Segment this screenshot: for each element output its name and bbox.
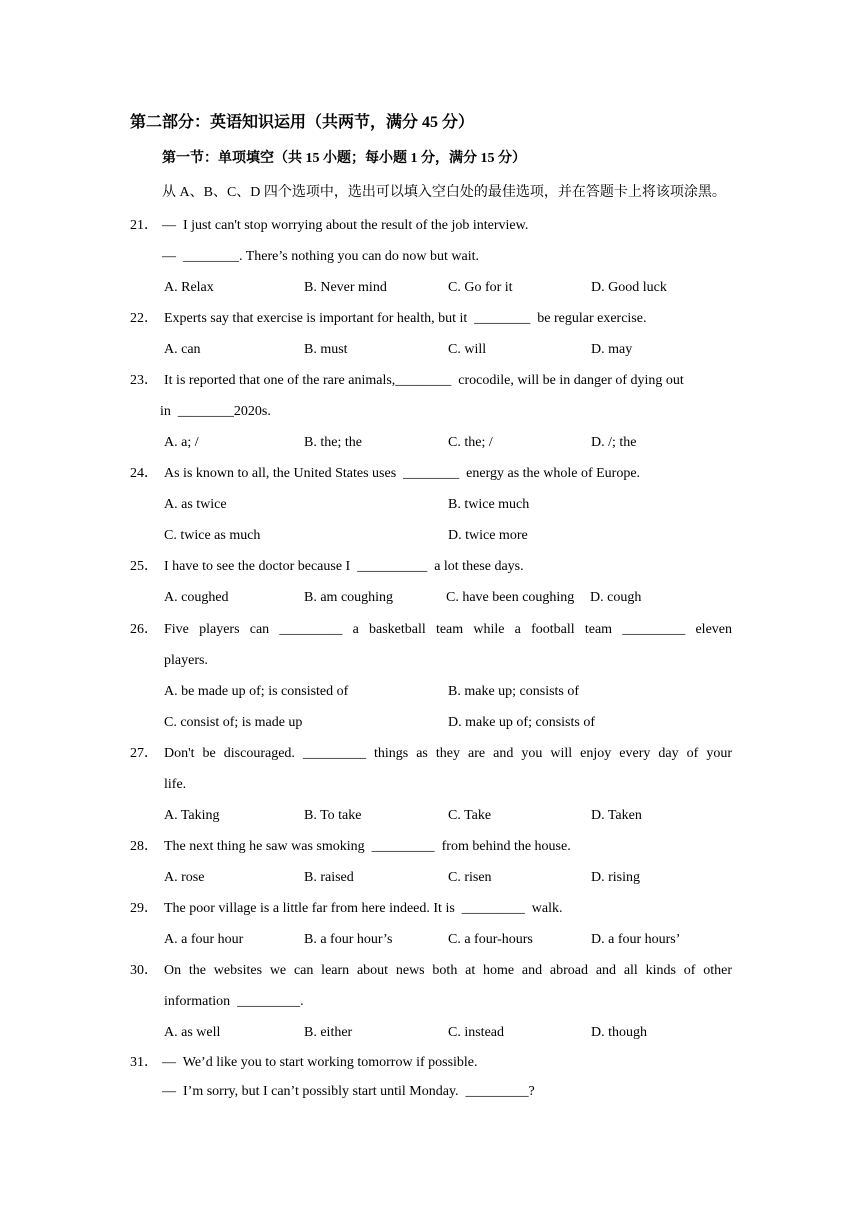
question-text: Five players can _________ a basketball team while a football team _________ eleven	[164, 622, 732, 637]
question-text: The next thing he saw was smoking _________ from behind the house.	[164, 839, 571, 854]
option-d: D. make up of; consists of	[448, 715, 595, 730]
option-b: B. Never mind	[304, 280, 387, 295]
option-b: B. the; the	[304, 435, 362, 450]
option-a: A. as well	[164, 1025, 221, 1040]
option-b: B. twice much	[448, 497, 530, 512]
question-text: — ________. There’s nothing you can do now but wait.	[162, 249, 480, 264]
option-a: A. Relax	[164, 280, 214, 295]
question-text: — We’d like you to start working tomorrow if possible.	[162, 1055, 478, 1070]
option-d: D. rising	[591, 870, 640, 885]
option-c: C. consist of; is made up	[164, 715, 303, 730]
question-text: players.	[164, 653, 208, 668]
option-c: C. instead	[448, 1025, 504, 1040]
option-d: D. cough	[590, 590, 642, 605]
question-text: life.	[164, 777, 187, 792]
option-d: D. Good luck	[591, 280, 667, 295]
question-text: information _________.	[164, 994, 304, 1009]
question-text: — I just can't stop worrying about the result of the job interview.	[162, 218, 529, 233]
question-text: On the websites we can learn about news both at home and abroad and all kinds of other	[164, 963, 732, 978]
option-a: A. a four hour	[164, 932, 244, 947]
option-a: A. a; /	[164, 435, 199, 450]
question-text: Experts say that exercise is important for health, but it ________ be regular exercise.	[164, 311, 647, 326]
option-d: D. though	[591, 1025, 647, 1040]
question-number: 23．	[130, 373, 158, 388]
option-b: B. make up; consists of	[448, 684, 580, 699]
option-b: B. am coughing	[304, 590, 394, 605]
option-b: B. must	[304, 342, 348, 357]
option-b: B. either	[304, 1025, 353, 1040]
question-number: 31．	[130, 1055, 158, 1070]
question-number: 24．	[130, 466, 158, 481]
option-a: A. coughed	[164, 590, 229, 605]
question-number: 27．	[130, 746, 158, 761]
instructions: 从 A、B、C、D 四个选项中，选出可以填入空白处的最佳选项，并在答题卡上将该项涂黑。	[162, 185, 726, 200]
option-d: D. Taken	[591, 808, 642, 823]
question-text: — I’m sorry, but I can’t possibly start until Monday. _________?	[162, 1084, 535, 1099]
option-b: B. a four hour’s	[304, 932, 393, 947]
option-c: C. have been coughing	[446, 590, 575, 605]
option-b: B. To take	[304, 808, 362, 823]
option-d: D. /; the	[591, 435, 637, 450]
option-c: C. Go for it	[448, 280, 513, 295]
question-text: I have to see the doctor because I __________ a lot these days.	[164, 559, 524, 574]
question-number: 25．	[130, 559, 158, 574]
question-text: It is reported that one of the rare animals,________ crocodile, will be in danger of dying out	[164, 373, 684, 388]
question-number: 28．	[130, 839, 158, 854]
option-a: A. be made up of; is consisted of	[164, 684, 349, 699]
part-title: 第二部分：英语知识运用（共两节，满分 45 分）	[130, 114, 475, 131]
section-title: 第一节：单项填空（共 15 小题；每小题 1 分，满分 15 分）	[162, 151, 526, 166]
question-number: 22．	[130, 311, 158, 326]
question-text: in ________2020s.	[160, 404, 271, 419]
option-c: C. will	[448, 342, 487, 357]
question-number: 21．	[130, 218, 158, 233]
option-c: C. a four-hours	[448, 932, 533, 947]
question-number: 26．	[130, 622, 158, 637]
question-number: 30．	[130, 963, 158, 978]
option-a: A. as twice	[164, 497, 227, 512]
question-text: As is known to all, the United States uses ________ energy as the whole of Europe.	[164, 466, 641, 481]
option-a: A. Taking	[164, 808, 220, 823]
option-a: A. rose	[164, 870, 205, 885]
option-d: D. may	[591, 342, 633, 357]
option-d: D. twice more	[448, 528, 528, 543]
option-c: C. the; /	[448, 435, 493, 450]
question-text: The poor village is a little far from here indeed. It is _________ walk.	[164, 901, 563, 916]
option-a: A. can	[164, 342, 201, 357]
question-text: Don't be discouraged. _________ things as they are and you will enjoy every day of your	[164, 746, 732, 761]
option-c: C. Take	[448, 808, 492, 823]
option-b: B. raised	[304, 870, 354, 885]
option-c: C. twice as much	[164, 528, 261, 543]
question-number: 29．	[130, 901, 158, 916]
option-c: C. risen	[448, 870, 492, 885]
option-d: D. a four hours’	[591, 932, 681, 947]
